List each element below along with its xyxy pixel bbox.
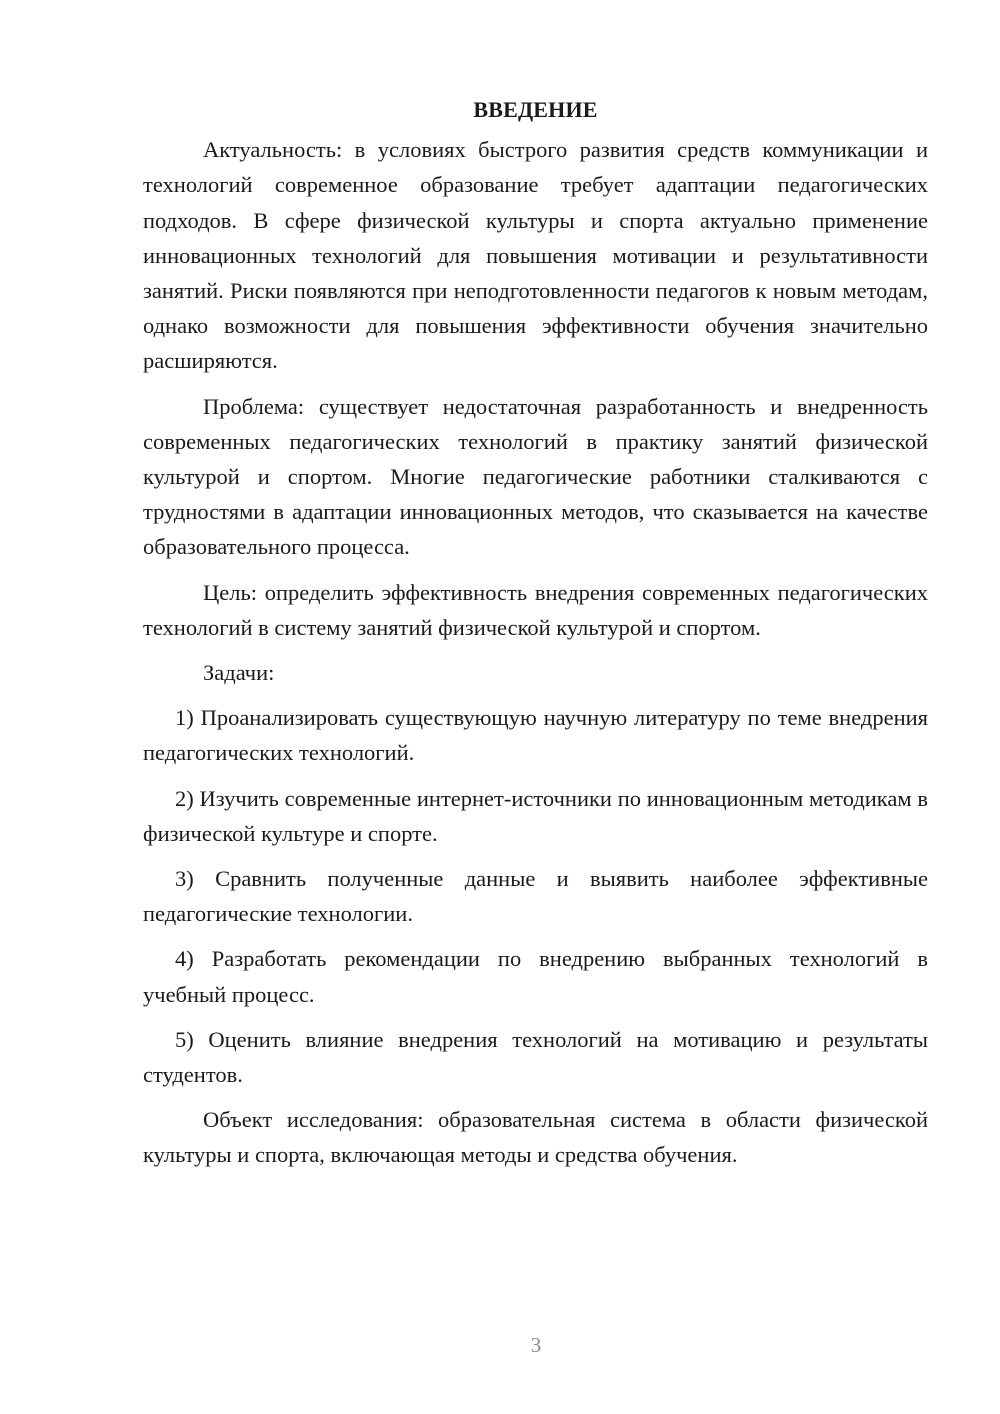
list-item: 3) Сравнить полученные данные и выявить наиболее эффективные педагогические технологии. (143, 866, 928, 927)
goal-paragraph: Цель: определить эффективность внедрения современных педагогических технологий в систему занятий физической культурой и спортом. (143, 579, 928, 640)
list-item: 1) Проанализировать существующую научную литературу по теме внедрения педагогических технологий. (143, 705, 928, 766)
problem-paragraph: Проблема: существует недостаточная разработанность и внедренность современных педагогических технологий в практику занятий физической культурой и спортом. Многие педагогические работники сталкиваются с трудностями в адаптации инновационных методов, что сказывается на качестве образовательного процесса. (143, 393, 928, 560)
object-paragraph: Объект исследования: образовательная система в области физической культуры и спорта, включающая методы и средства обучения. (143, 1107, 928, 1168)
page-content (143, 92, 928, 1173)
list-item: 5) Оценить влияние внедрения технологий на мотивацию и результаты студентов. (143, 1026, 928, 1088)
tasks-label: Задачи: (203, 660, 275, 686)
list-item: 4) Разработать рекомендации по внедрению выбранных технологий в учебный процесс. (143, 946, 928, 1007)
tasks-list (143, 700, 928, 1092)
relevance-paragraph: Актуальность: в условиях быстрого развития средств коммуникации и технологий современное образование требует адаптации педагогических подходов. В сфере физической культуры и спорта актуально применение инновационных технологий для повышения мотивации и результативности занятий. Риски появляются при неподготовленности педагогов к новым методам, однако возможности для повышения эффективности обучения значительно расширяются. (143, 137, 928, 374)
section-heading: ВВЕДЕНИЕ (473, 97, 598, 122)
list-item: 2) Изучить современные интернет-источники по инновационным методикам в физической культуре и спорте. (143, 785, 928, 846)
page-number: 3 (530, 1333, 542, 1357)
